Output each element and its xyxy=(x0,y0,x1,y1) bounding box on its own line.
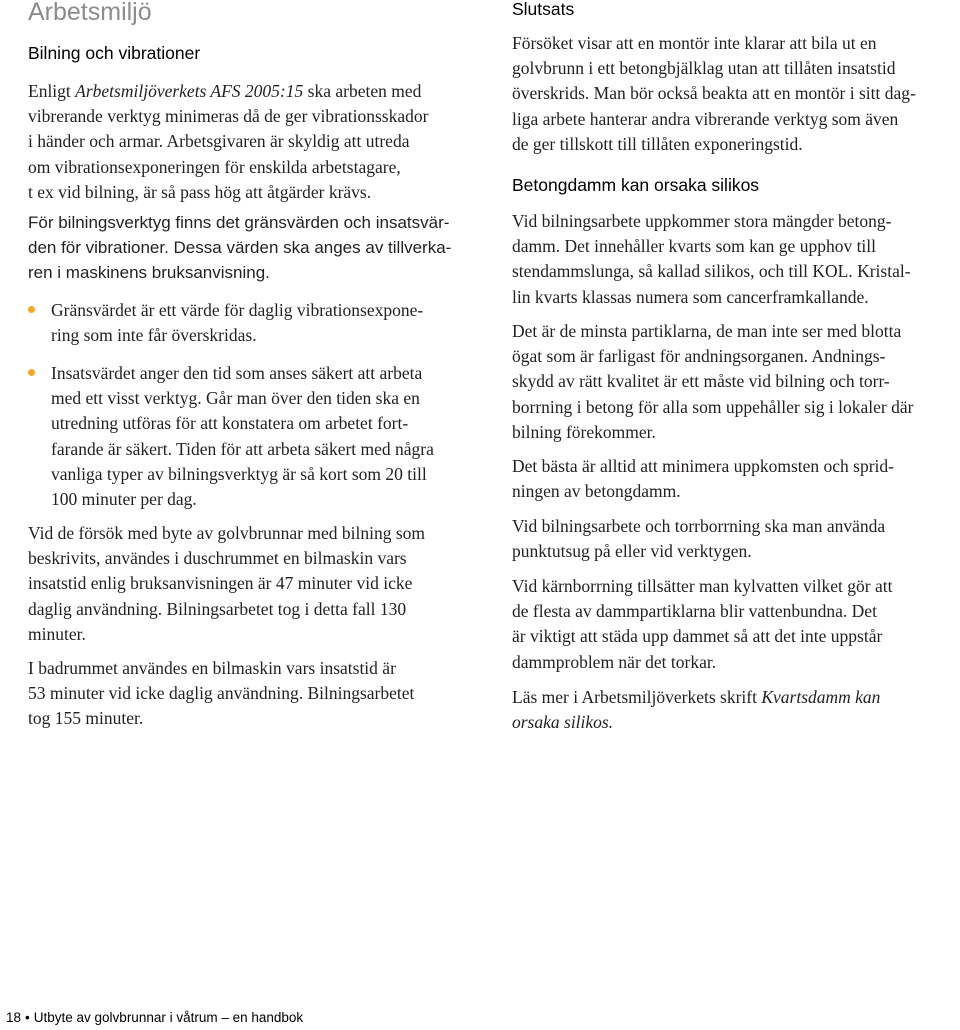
list-item-action-value: Insatsvärdet anger den tid som anses säkert att arbeta med ett visst verktyg. Går man över den tiden ska en utredning utföras för att konstatera om arbetet fort- farande är säkert. Tiden för att arbeta säkert med några vanliga typer av bilningsverktyg är så kort som 20 till 100 minuter per dag. xyxy=(51,363,434,510)
paragraph-particles: Det är de minsta partiklarna, de man inte ser med blotta ögat som är farligast för andningsorganen. Andnings- skydd av rätt kvalitet är ett måste vid bilning och torr- borrning i betong för alla som uppehåller sig i lokaler där bilning förekommer. xyxy=(512,321,914,442)
footer-separator: • xyxy=(25,1010,30,1025)
paragraph-shower-test: Vid de försök med byte av golvbrunnar med bilning som beskrivits, användes i duschrummet en bilmaskin vars insatstid enlig bruksanvisningen är 47 minuter vid icke daglig användning. Bilningsarbetet tog i detta fall 130 minuter. xyxy=(28,523,426,644)
paragraph-dust: Vid bilningsarbete uppkommer stora mängder betong- damm. Det innehåller kvarts som kan ge upphov till stendammslunga, så kallad silikos, och till KOL. Kristal- lin kvarts klassas numera som cancerframkallande. xyxy=(512,211,911,307)
section-heading-vibrations: Bilning och vibrationer xyxy=(28,43,201,63)
section-heading-silicosis: Betongdamm kan orsaka silikos xyxy=(512,175,760,195)
section-heading-conclusion: Slutsats xyxy=(512,0,575,19)
page-number: 18 xyxy=(6,1010,22,1025)
read-more-text: Läs mer i Arbetsmiljöverkets skrift xyxy=(512,687,762,707)
publication-name: Utbyte av golvbrunnar i våtrum – en handbok xyxy=(33,1010,304,1025)
paragraph-read-more xyxy=(512,685,957,735)
paragraph-bathroom-test: I badrummet användes en bilmaskin vars insatstid är 53 minuter vid icke daglig användning. Bilningsarbetet tog 155 minuter. xyxy=(28,658,415,729)
list-item-limit-value: Gränsvärdet är ett värde för daglig vibrationsexpone- ring som inte får överskridas. xyxy=(51,300,424,346)
paragraph-regulation-text-b: ska arbeten med vibrerande verktyg minimeras då de ger vibrationsskador i händer och armar. Arbetsgivaren är skyldig att utreda om vibrationsexponeringen för enskilda arbetstagare, t ex vid bilning, är så pass hög att åtgärder krävs. xyxy=(28,81,429,202)
paragraph-extraction: Vid bilningsarbete och torrborrning ska man använda punktutsug på eller vid verktygen. xyxy=(512,516,886,562)
publication-title: Kvartsdamm kan orsaka silikos. xyxy=(512,687,881,733)
paragraph-core-drilling: Vid kärnborrning tillsätter man kylvatten vilket gör att de flesta av dammpartiklarna blir vattenbundna. Det är viktigt att städa upp dammet så att det inte uppstår dammproblem när det torkar. xyxy=(512,576,893,672)
page-title: Arbetsmiljö xyxy=(28,0,152,26)
page-footer xyxy=(6,1010,303,1025)
paragraph-conclusion: Försöket visar att en montör inte klarar att bila ut en golvbrunn i ett betongbjälklag utan att tillåten insatstid överskrids. Man bör också beakta att en montör i sitt dag- liga arbete hanterar andra vibrerande verktyg som även de ger tillskott till tillåten exponeringstid. xyxy=(512,33,916,154)
regulation-reference: Arbetsmiljöverkets AFS 2005:15 xyxy=(75,81,304,101)
bullet-icon xyxy=(28,306,35,313)
paragraph-regulation xyxy=(28,79,478,205)
bullet-icon xyxy=(28,369,35,376)
paragraph-limit-values: För bilningsverktyg finns det gränsvärden och insatsvär- den för vibrationer. Dessa värden ska anges av tillverka- ren i maskinens bruksanvisning. xyxy=(28,213,452,283)
paragraph-minimize: Det bästa är alltid att minimera uppkomsten och sprid- ningen av betongdamm. xyxy=(512,456,894,502)
paragraph-regulation-text-a: Enligt xyxy=(28,81,76,101)
